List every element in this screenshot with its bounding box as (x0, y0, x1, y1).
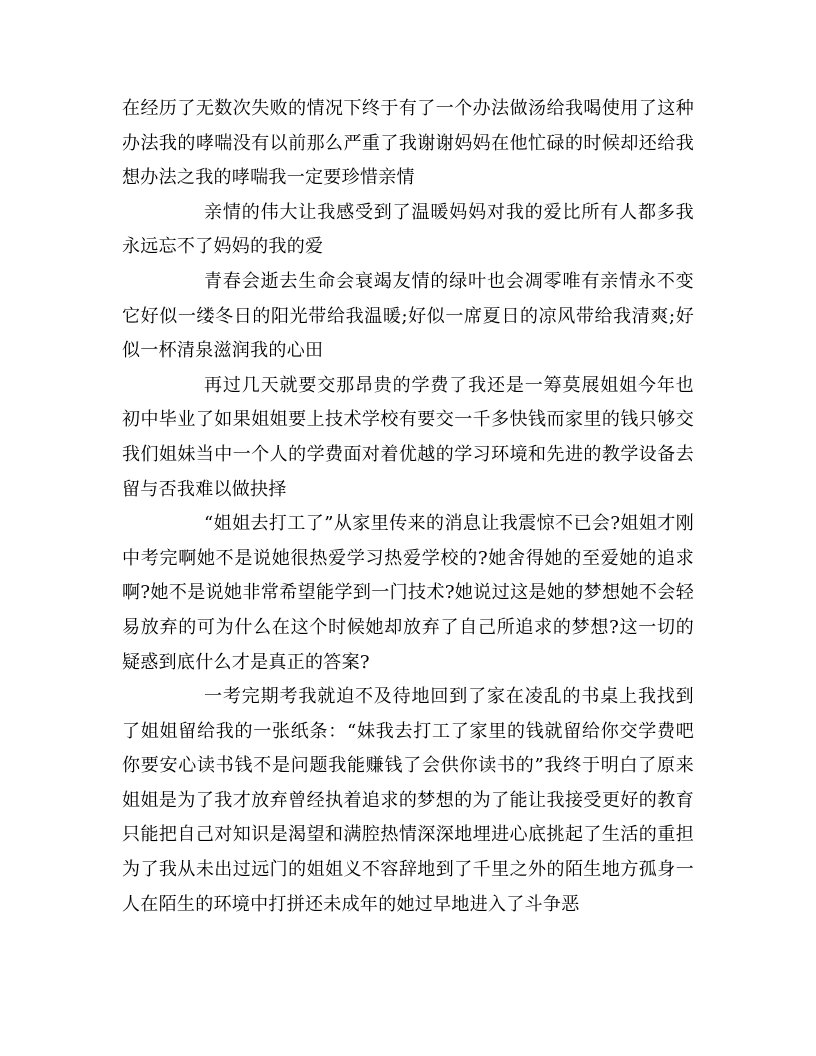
paragraph-2: 亲情的伟大让我感受到了温暖妈妈对我的爱比所有人都多我永远忘不了妈妈的我的爱 (122, 201, 694, 258)
paragraph-4: 再过几天就要交那昂贵的学费了我还是一筹莫展姐姐今年也初中毕业了如果姐姐要上技术学校有要交一千多快钱而家里的钱只够交我们姐妹当中一个人的学费面对着优越的学习环境和先进的教学设备去留与否我难以做抉择 (122, 374, 694, 500)
paragraph-5: “姐姐去打工了”从家里传来的消息让我震惊不已会?姐姐才刚中考完啊她不是说她很热爱学习热爱学校的?她舍得她的至爱她的追求啊?她不是说她非常希望能学到一门技术?她说过这是她的梦想她不会轻易放弃的可为什么在这个时候她却放弃了自己所追求的梦想?这一切的疑惑到底什么才是真正的答案? (122, 513, 694, 673)
paragraph-1: 在经历了无数次失败的情况下终于有了一个办法做汤给我喝使用了这种办法我的哮喘没有以前那么严重了我谢谢妈妈在他忙碌的时候却还给我想办法之我的哮喘我一定要珍惜亲情 (122, 98, 694, 189)
paragraph-3: 青春会逝去生命会衰竭友情的绿叶也会凋零唯有亲情永不变它好似一缕冬日的阳光带给我温暖;好似一席夏日的凉风带给我清爽;好似一杯清泉滋润我的心田 (122, 270, 694, 362)
document-body (122, 92, 694, 922)
paragraph-6: 一考完期考我就迫不及待地回到了家在凌乱的书桌上我找到了姐姐留给我的一张纸条：“妹我去打工了家里的钱就留给你交学费吧你要安心读书钱不是问题我能赚钱了会供你读书的”我终于明白了原来姐姐是为了我才放弃曾经执着追求的梦想的为了能让我接受更好的教育只能把自己对知识是渴望和满腔热情深深地埋进心底挑起了生活的重担为了我从未出过远门的姐姐义不容辞地到了千里之外的陌生地方孤身一人在陌生的环境中打拼还未成年的她过早地进入了斗争恶 (122, 686, 694, 915)
